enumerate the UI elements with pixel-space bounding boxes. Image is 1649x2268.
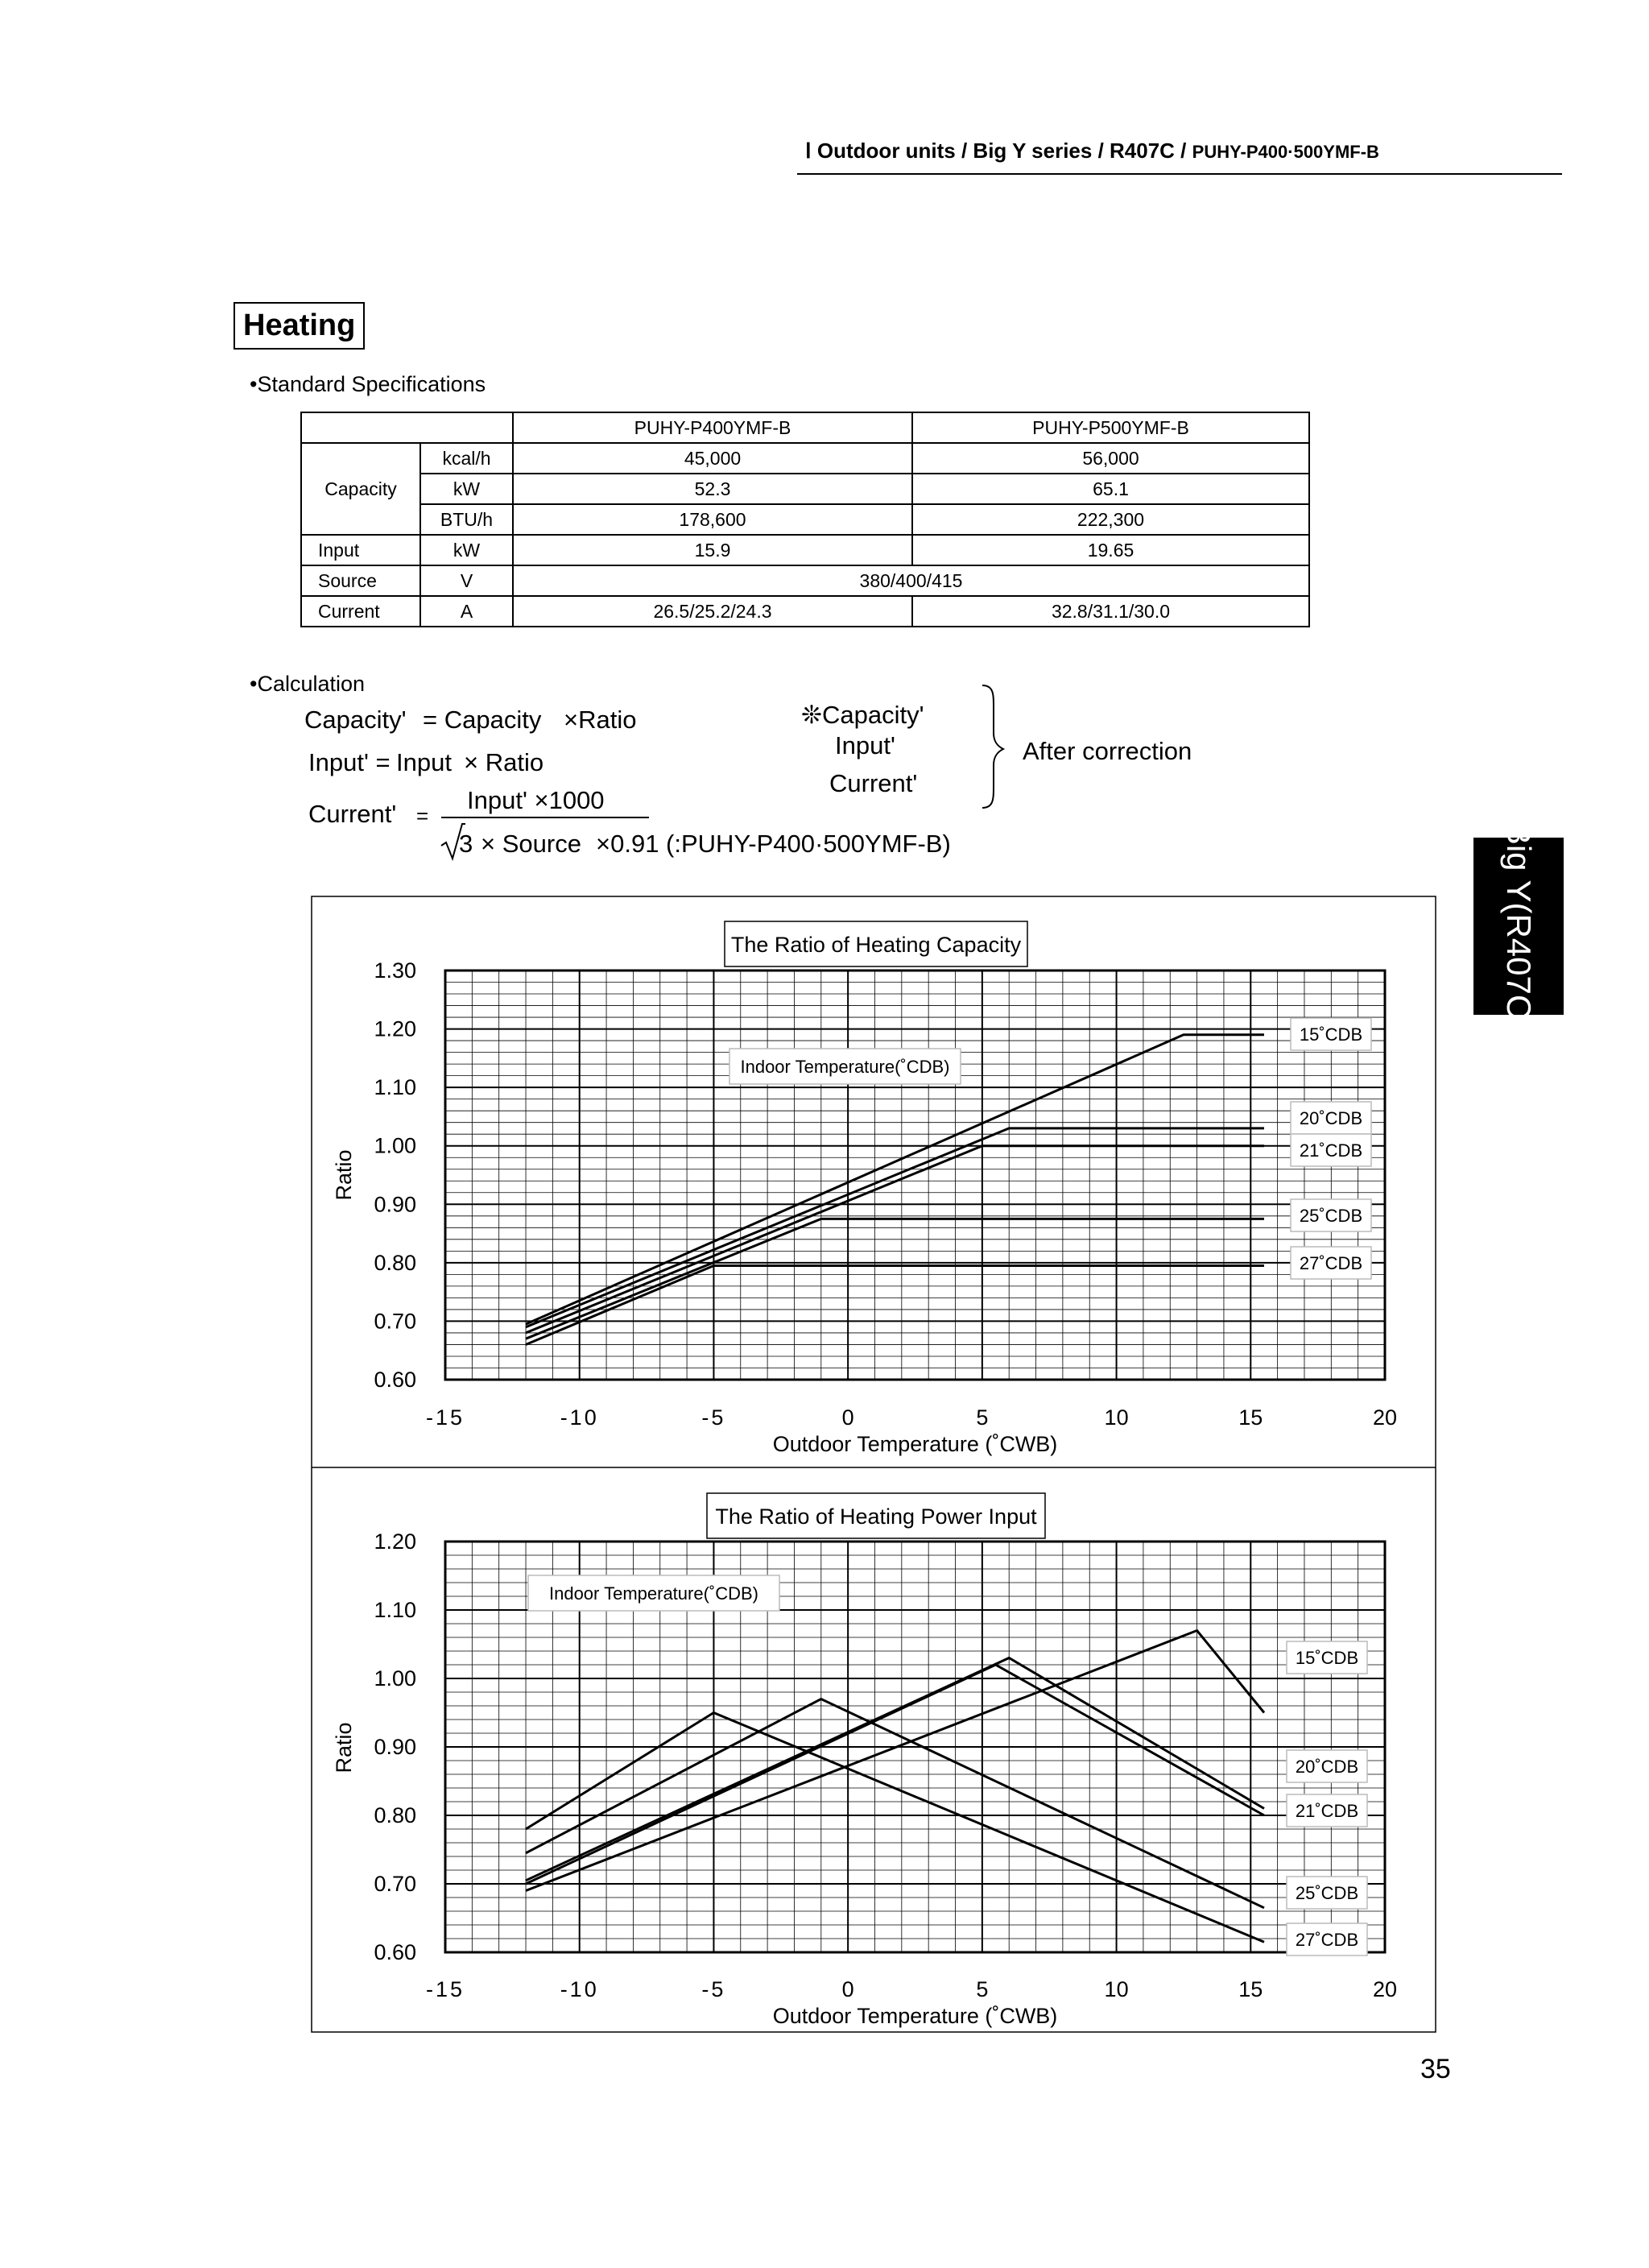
p400-kcal: 45,000 <box>513 443 912 474</box>
p500-btu: 222,300 <box>912 504 1309 535</box>
chart-title: The Ratio of Heating Capacity <box>730 933 1022 957</box>
fraction-bar <box>441 817 649 818</box>
formula-current-equals: = <box>416 804 429 828</box>
after-correction-label: After correction <box>1023 737 1192 765</box>
formula-input-lhs: Input' = <box>308 748 391 776</box>
note-capacity: ❊Capacity' <box>801 701 924 729</box>
table-row <box>301 565 1309 596</box>
x-tick-label: 0 <box>841 1977 854 2001</box>
section-title: Heating <box>234 302 365 350</box>
series-label: 25˚CDB <box>1295 1883 1359 1903</box>
header-roman: Ⅰ <box>805 139 812 163</box>
note-current: Current' <box>829 769 918 797</box>
p400-current: 26.5/25.2/24.3 <box>513 596 912 627</box>
series-label: 27˚CDB <box>1299 1253 1363 1273</box>
unit-kw: kW <box>420 474 513 504</box>
table-row <box>301 535 1309 565</box>
legend-title: Indoor Temperature(˚CDB) <box>740 1057 950 1077</box>
y-tick-label: 0.70 <box>374 1309 416 1334</box>
series-line <box>526 1699 1264 1908</box>
model-p500-header: PUHY-P500YMF-B <box>912 412 1309 443</box>
p500-input: 19.65 <box>912 535 1309 565</box>
standard-specs-label: •Standard Specifications <box>250 372 486 396</box>
table-row <box>301 443 1309 474</box>
x-tick-label: 0 <box>841 1405 854 1430</box>
side-tab-label: Big Y(R407C) <box>1500 822 1538 1031</box>
y-tick-label: 0.90 <box>374 1192 416 1217</box>
table-row <box>301 474 1309 504</box>
y-tick-label: 1.00 <box>374 1133 416 1158</box>
formula-sqrt-three: 3 <box>459 830 473 858</box>
page-header <box>805 139 1379 163</box>
chart-title: The Ratio of Heating Power Input <box>715 1504 1037 1529</box>
unit-kcal: kcal/h <box>420 443 513 474</box>
y-tick-label: 0.60 <box>374 1940 416 1964</box>
x-axis-label: Outdoor Temperature (˚CWB) <box>772 1432 1058 1456</box>
p400-kw: 52.3 <box>513 474 912 504</box>
table-row <box>301 504 1309 535</box>
x-tick-label: -5 <box>701 1405 726 1430</box>
formula-factor: ×0.91 (:PUHY-P400·500YMF-B) <box>596 830 951 858</box>
y-tick-label: 1.10 <box>374 1075 416 1100</box>
x-tick-label: 20 <box>1372 1977 1398 2001</box>
x-tick-label: 10 <box>1104 1977 1129 2001</box>
x-tick-label: 20 <box>1372 1405 1398 1430</box>
x-tick-label: -15 <box>425 1977 465 2001</box>
p500-current: 32.8/31.1/30.0 <box>912 596 1309 627</box>
formula-numerator: Input' ×1000 <box>467 786 605 814</box>
capacity-label: Capacity <box>301 443 420 535</box>
formula-current-lhs: Current' <box>308 800 397 828</box>
series-label: 25˚CDB <box>1299 1206 1363 1226</box>
formula-input-ratio: × Ratio <box>464 748 544 776</box>
header-rule <box>797 173 1562 175</box>
x-tick-label: 5 <box>976 1977 989 2001</box>
x-tick-label: -10 <box>560 1977 599 2001</box>
formula-capacity-rhs: = Capacity <box>423 706 542 734</box>
series-label: 15˚CDB <box>1295 1648 1359 1668</box>
charts-panel <box>311 896 1438 2034</box>
spec-table <box>300 412 1310 627</box>
x-tick-label: 15 <box>1238 1405 1263 1430</box>
unit-a: A <box>420 596 513 627</box>
model-p400-header: PUHY-P400YMF-B <box>513 412 912 443</box>
calculation-label: •Calculation <box>250 672 366 696</box>
unit-v: V <box>420 565 513 596</box>
series-label: 21˚CDB <box>1299 1140 1363 1161</box>
x-axis-label: Outdoor Temperature (˚CWB) <box>772 2004 1058 2028</box>
source-value: 380/400/415 <box>513 565 1309 596</box>
y-tick-label: 1.20 <box>374 1016 416 1041</box>
y-axis-label: Ratio <box>332 1149 356 1201</box>
formula-denominator: × Source <box>481 830 581 858</box>
y-axis-label: Ratio <box>332 1722 356 1773</box>
x-tick-label: -5 <box>701 1977 726 2001</box>
x-tick-label: -15 <box>425 1405 465 1430</box>
formula-capacity-lhs: Capacity' <box>304 706 407 734</box>
formula-capacity-ratio: ×Ratio <box>564 706 637 734</box>
heating-capacity-chart <box>332 921 1397 1456</box>
y-tick-label: 0.90 <box>374 1735 416 1759</box>
y-tick-label: 1.30 <box>374 958 416 983</box>
y-tick-label: 1.00 <box>374 1666 416 1691</box>
p400-btu: 178,600 <box>513 504 912 535</box>
table-row <box>301 596 1309 627</box>
series-label: 15˚CDB <box>1299 1024 1363 1045</box>
y-tick-label: 0.70 <box>374 1872 416 1896</box>
y-tick-label: 0.60 <box>374 1368 416 1392</box>
source-label: Source <box>301 565 420 596</box>
formula-input-rhs: Input <box>396 748 452 776</box>
heating-power-input-chart <box>332 1493 1397 2028</box>
table-row <box>301 412 1309 443</box>
brace-icon <box>981 683 1005 812</box>
legend-title: Indoor Temperature(˚CDB) <box>548 1583 759 1604</box>
current-label: Current <box>301 596 420 627</box>
page-number: 35 <box>1420 2054 1451 2084</box>
unit-input-kw: kW <box>420 535 513 565</box>
series-label: 27˚CDB <box>1295 1930 1359 1950</box>
x-tick-label: 5 <box>976 1405 989 1430</box>
note-input: Input' <box>835 731 895 759</box>
series-label: 20˚CDB <box>1295 1757 1359 1777</box>
x-tick-label: 15 <box>1238 1977 1263 2001</box>
series-label: 21˚CDB <box>1295 1801 1359 1821</box>
p400-input: 15.9 <box>513 535 912 565</box>
input-label: Input <box>301 535 420 565</box>
x-tick-label: 10 <box>1104 1405 1129 1430</box>
header-model: PUHY-P400·500YMF-B <box>1192 142 1379 162</box>
series-label: 20˚CDB <box>1299 1108 1363 1128</box>
y-tick-label: 0.80 <box>374 1803 416 1827</box>
y-tick-label: 1.10 <box>374 1598 416 1622</box>
y-tick-label: 1.20 <box>374 1529 416 1554</box>
unit-btu: BTU/h <box>420 504 513 535</box>
p500-kcal: 56,000 <box>912 443 1309 474</box>
p500-kw: 65.1 <box>912 474 1309 504</box>
x-tick-label: -10 <box>560 1405 599 1430</box>
header-title: Outdoor units / Big Y series / R407C / <box>816 139 1187 163</box>
y-tick-label: 0.80 <box>374 1250 416 1275</box>
